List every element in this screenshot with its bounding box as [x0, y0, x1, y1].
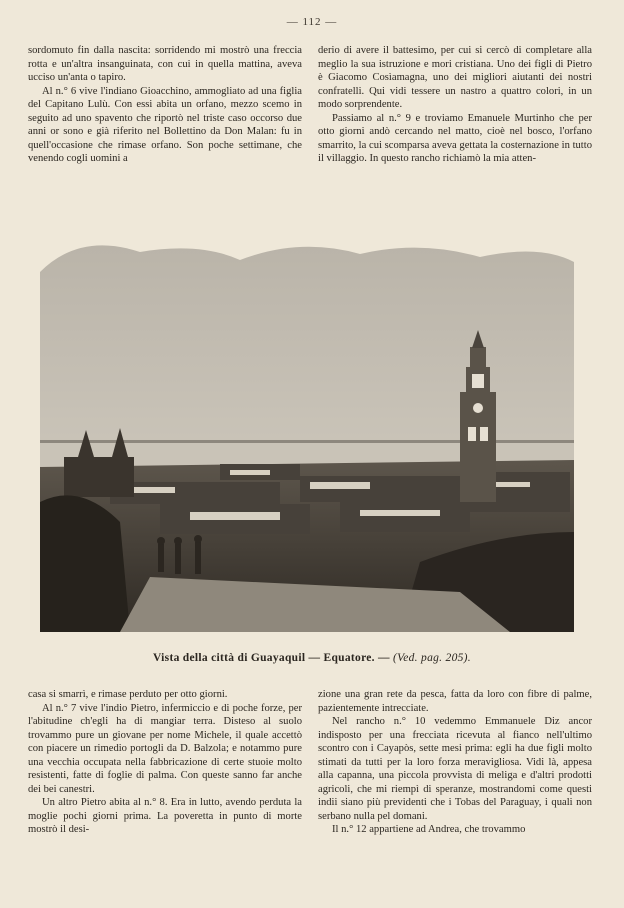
- paragraph: Il n.° 12 appartiene ad Andrea, che trovammo: [332, 824, 526, 835]
- paragraph: Al n.° 7 vive l'indio Pietro, infermiccio e di poche forze, per l'abitudine ch'egli ha di mangiar terra. Disteso al suolo trovammo pure un giovane per nome Michele, il quale accettò con piacere un rimedio portogli da D. Balzola; e notammo pure una vecchia occupata nella fabbricazione di certe stuoie molto resistenti, fatte di foglie di palma. Con queste sanno far anche dei bei canestri.: [28, 702, 302, 795]
- column-top-right: [318, 44, 592, 166]
- column-bottom-left: [28, 688, 302, 837]
- paragraph: casa si smarrì, e rimase perduto per otto giorni.: [28, 689, 228, 700]
- paragraph: zione una gran rete da pesca, fatta da loro con fibre di palme, pazientemente intrecciate.: [318, 689, 592, 714]
- paragraph: Un altro Pietro abita al n.° 8. Era in lutto, avendo perduta la moglie pochi giorni prima. La poveretta in punto di morte mostrò il desi-: [28, 797, 302, 835]
- paragraph: sordomuto fin dalla nascita: sorridendo mi mostrò una freccia rotta e un'altra insanguinata, con cui in quella mattina, aveva ucciso un'anta o tapiro.: [28, 45, 302, 83]
- paragraph: Passiamo al n.° 9 e troviamo Emanuele Murtinho che per otto giorni andò cercando nel matto, cioè nel bosco, l'orfano smarrito, la cui scomparsa aveva gettata la costernazione in tutto il villaggio. In questo rancho richiamò la mia atten-: [318, 112, 592, 164]
- caption-text: Vista della città di Guayaquil — Equatore. —: [153, 652, 390, 664]
- column-bottom-right: [318, 688, 592, 837]
- city-photograph: [40, 232, 574, 632]
- paragraph: Nel rancho n.° 10 vedemmo Emmanuele Diz ancor indisposto per una frecciata ricevuta al fianco nell'ultimo scontro con i Cayapòs, sette mesi prima: egli ha due figli molto stimati da tutti per la loro forza meravigliosa. Vidi là, appesa alla capanna, una piccola provvista di meliga e d'altri prodotti agricoli, che mi riempì di speranze, mostrandomi come questi indii siano più previdenti che i Tobas del Paraguay, i quali non serbano nulla pel domani.: [318, 716, 592, 822]
- caption-page-reference: (Ved. pag. 205).: [393, 652, 471, 664]
- paragraph: Al n.° 6 vive l'indiano Gioacchino, ammogliato ad una figlia del Capitano Lulù. Con essi abita un orfano, mezzo scemo in seguito ad uno spavento che riportò nel triste caso occorso due anni or sono e già riferito nel Bollettino da Don Malan: fu in quell'occasione che rimase orfano. Son poche settimane, che venendo cogli uomini a: [28, 85, 302, 164]
- column-top-left: [28, 44, 302, 166]
- page-number: — 112 —: [286, 16, 338, 28]
- figure-caption: [0, 652, 624, 664]
- paragraph: derio di avere il battesimo, per cui si cercò di completare alla meglio la sua istruzione e mori cristiana. Uno dei figli di Pietro è Giacomo Cosìamagna, uno dei migliori aiutanti dei nostri confratelli. Qui vidi tessere un nastro a quattro colori, in un modo sorprendente.: [318, 45, 592, 110]
